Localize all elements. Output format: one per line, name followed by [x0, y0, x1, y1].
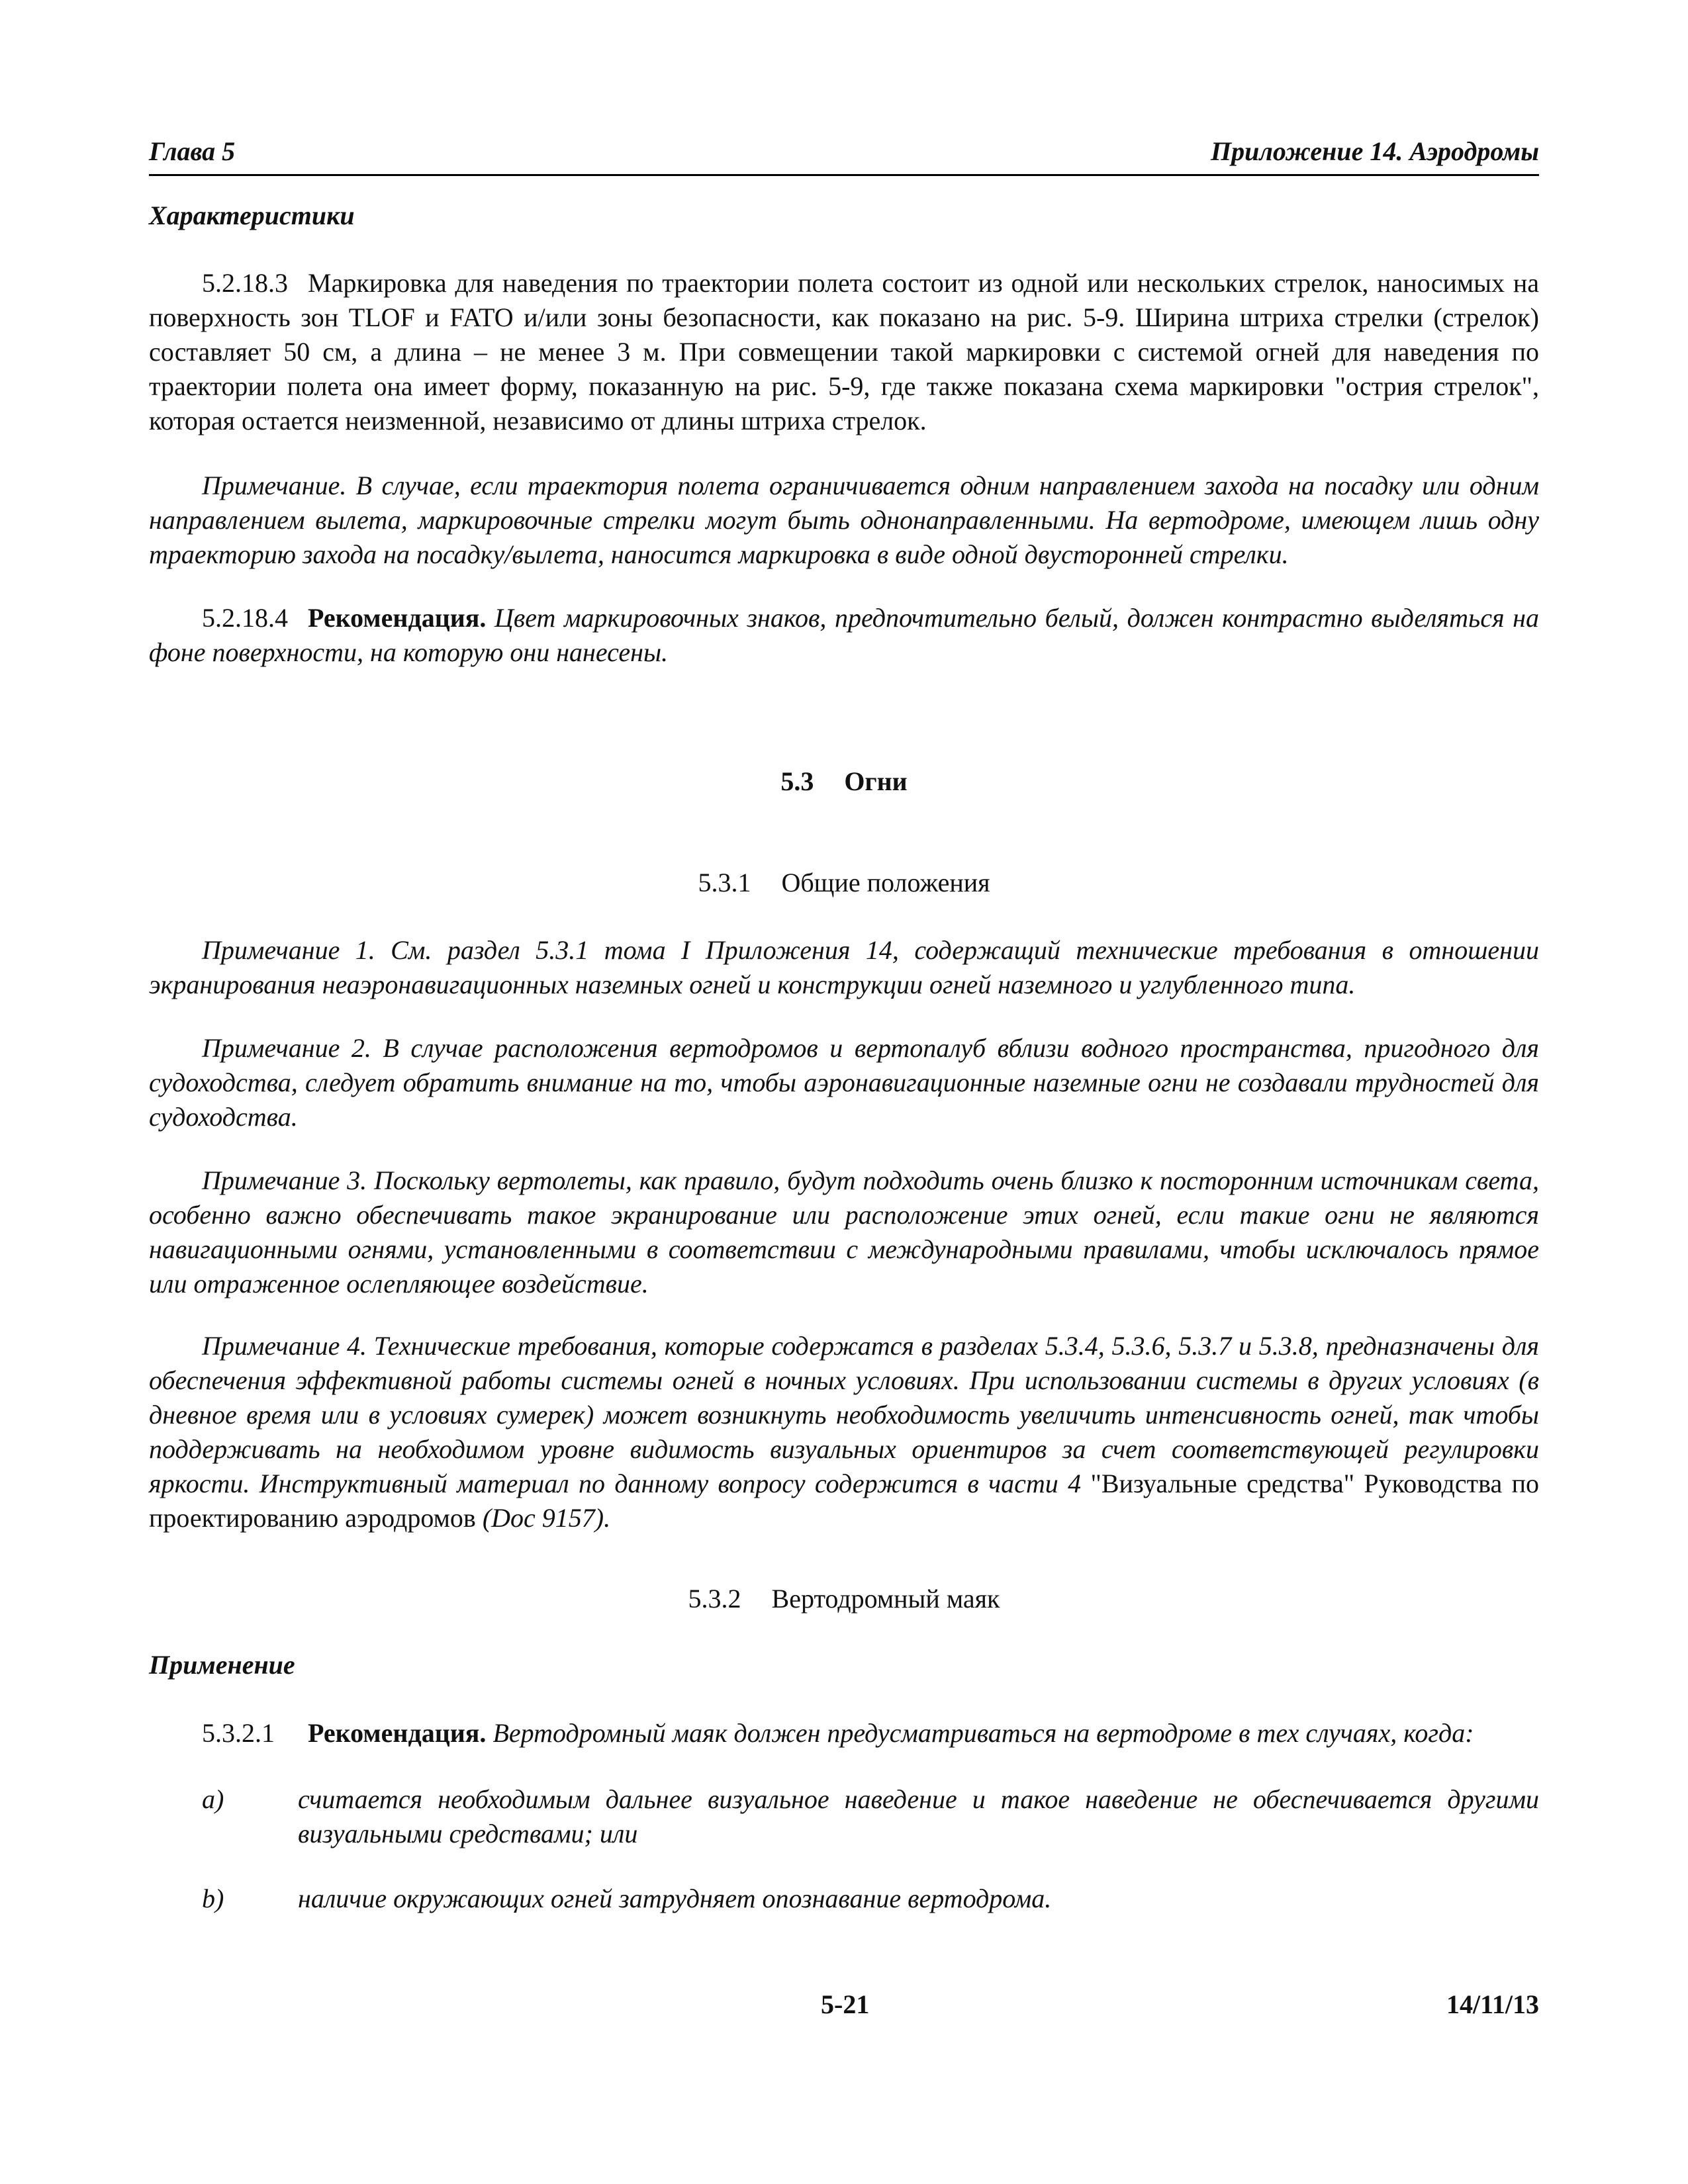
note-2: Примечание 2. В случае расположения вертодромов и вертопалуб вблизи водного пространства, пригодного для судоходства, следует обратить внимание на то, чтобы аэронавигационные наземные огни не создавали трудностей для судоходства. — [149, 1033, 1539, 1132]
note-3: Примечание 3. Поскольку вертолеты, как правило, будут подходить очень близко к посторонним источникам света, особенно важно обеспечивать такое экранирование или расположение этих огней, если такие огни не являются навигационными огнями, установленными в соответствии с международными правилами, чтобы исключалось прямое или отраженное ослепляющее воздействие. — [149, 1165, 1539, 1298]
paragraph-text: Вертодромный маяк должен предусматриваться на вертодроме в тех случаях, когда: — [492, 1718, 1474, 1748]
section-number: 5.3.1 — [698, 868, 751, 897]
section-number: 5.3.2 — [688, 1584, 741, 1614]
note-4-text: Примечание 4. Технические требования, которые содержатся в разделах 5.3.4, 5.3.6, 5.3.7 и 5.3.8, предназначены для обеспечения эффективной работы системы огней в ночных условиях. При использовании системы в других условиях (в дневное время или в условиях сумерек) может возникнуть необходимость увеличить интенсивность огней, так чтобы поддерживать на необходимом уровне видимость визуальных ориентиров за счет соответствующей регулировки яркости. Инструктивный материал по данному вопросу содержится в части 4 — [149, 1331, 1539, 1498]
page-header — [149, 136, 1539, 176]
amendment-date: 14/11/13 — [1446, 1989, 1539, 2019]
page-number: 5-21 — [821, 1989, 870, 2019]
paragraph-number: 5.2.18.3 — [202, 268, 288, 298]
note-4-doc: (Doc 9157). — [482, 1503, 611, 1533]
section-heading-5-3-1 — [149, 866, 1539, 900]
section-number: 5.3 — [780, 766, 814, 796]
list-text: наличие окружающих огней затрудняет опознавание вертодрома. — [298, 1884, 1052, 1913]
header-chapter: Глава 5 — [149, 136, 236, 166]
section-title: Вертодромный маяк — [771, 1584, 1000, 1614]
note-4 — [149, 1329, 1539, 1535]
recommendation-label: Рекомендация. — [308, 603, 487, 633]
paragraph-5-2-18-3 — [149, 266, 1539, 438]
paragraph-number: 5.2.18.4 — [202, 603, 288, 633]
section-title: Огни — [844, 766, 908, 796]
section-title: Общие положения — [781, 868, 990, 897]
paragraph-number: 5.3.2.1 — [202, 1718, 275, 1748]
paragraph-text: Цвет маркировочных знаков, предпочтительно белый, должен контрастно выделяться на фоне поверхности, на которую они нанесены. — [149, 603, 1539, 667]
subsection-heading-application: Применение — [149, 1650, 295, 1680]
document-page — [149, 0, 1539, 2184]
paragraph-5-3-2-1 — [149, 1716, 1539, 1751]
list-marker: b) — [202, 1884, 224, 1913]
section-heading-5-3 — [149, 764, 1539, 799]
paragraph-5-2-18-4 — [149, 601, 1539, 670]
note-1: Примечание 1. См. раздел 5.3.1 тома I Приложения 14, содержащий технические требования в отношении экранирования неаэронавигационных наземных огней и конструкции огней наземного и углубленного типа. — [149, 935, 1539, 999]
paragraph-text: Маркировка для наведения по траектории полета состоит из одной или нескольких стрелок, наносимых на поверхность зон TLOF и FATO и/или зоны безопасности, как показано на рис. 5-9. Ширина штриха стрелки (стрелок) составляет 50 см, а длина – не менее 3 м. При совмещении такой маркировки с системой огней для наведения по траектории полета она имеет форму, показанную на рис. 5-9, где также показана схема маркировки "острия стрелок", которая остается неизменной, независимо от длины штриха стрелок. — [149, 268, 1539, 435]
subsection-heading-characteristics: Характеристики — [149, 201, 355, 230]
list-text: считается необходимым дальнее визуальное наведение и такое наведение не обеспечивается другими визуальными средствами; или — [298, 1784, 1539, 1848]
section-heading-5-3-2 — [149, 1582, 1539, 1616]
recommendation-label: Рекомендация. — [308, 1718, 487, 1748]
note-arrows: Примечание. В случае, если траектория полета ограничивается одним направлением захода на посадку или одним направлением вылета, маркировочные стрелки могут быть однонаправленными. На вертодроме, имеющем лишь одну траекторию захода на посадку/вылета, наносится маркировка в виде одной двусторонней стрелки. — [149, 471, 1539, 569]
list-marker: a) — [202, 1784, 224, 1814]
header-annex: Приложение 14. Аэродромы — [1210, 136, 1539, 166]
note-4-reference: "Визуальные средства" Руководства по проектированию аэродромов — [149, 1469, 1540, 1533]
